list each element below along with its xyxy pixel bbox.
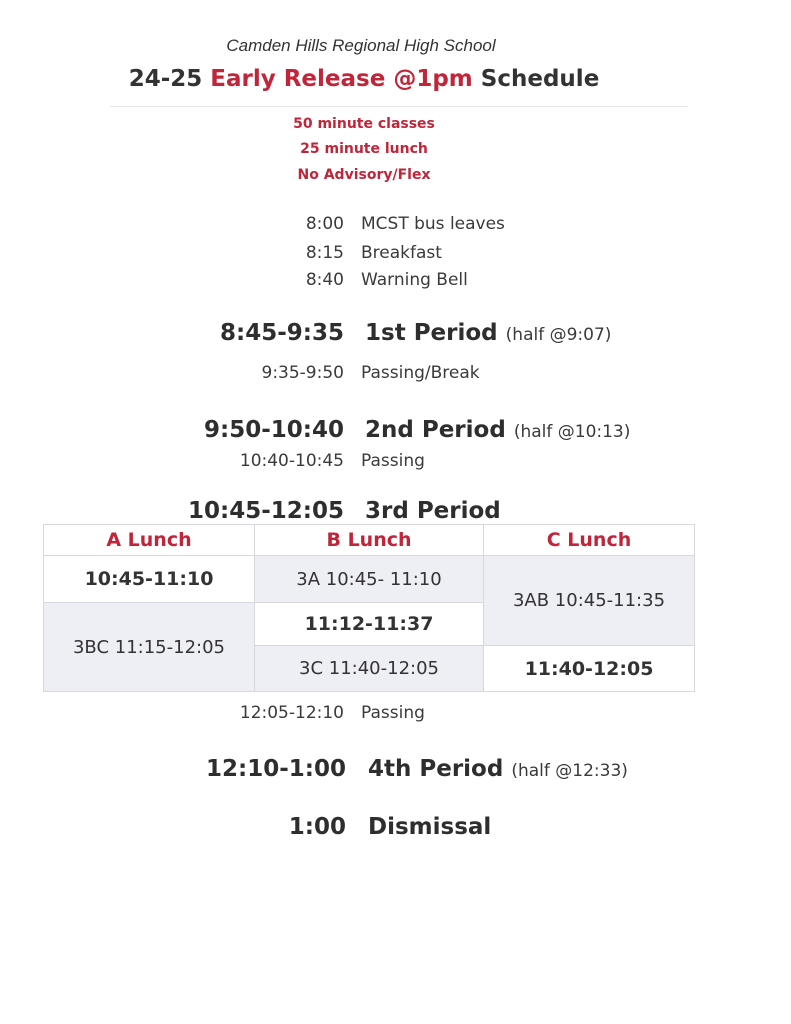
dismissal-label: Dismissal <box>368 814 492 840</box>
b-lunch-time: 11:12-11:37 <box>255 603 484 646</box>
c-class-time: 3AB 10:45-11:35 <box>484 556 695 646</box>
period-1 <box>365 320 611 346</box>
b-class-first: 3A 10:45- 11:10 <box>255 556 484 603</box>
school-name: Camden Hills Regional High School <box>226 36 496 55</box>
table-row <box>44 556 695 603</box>
c-lunch-header: C Lunch <box>484 525 695 556</box>
note-no-advisory: No Advisory/Flex <box>297 167 431 183</box>
period-2 <box>365 417 630 443</box>
period-2-time: 9:50-10:40 <box>204 417 344 443</box>
period-1-label: 1st Period <box>365 320 498 346</box>
period-1-time: 8:45-9:35 <box>220 320 344 346</box>
passing-3-time: 12:05-12:10 <box>239 703 344 723</box>
period-3-time: 10:45-12:05 <box>188 498 344 524</box>
a-lunch-header: A Lunch <box>44 525 255 556</box>
passing-2-label: Passing <box>361 451 425 471</box>
period-4-half: (half @12:33) <box>511 761 628 781</box>
passing-3-label: Passing <box>361 703 425 723</box>
period-1-half: (half @9:07) <box>505 325 612 345</box>
period-4 <box>368 756 628 782</box>
c-lunch-time: 11:40-12:05 <box>484 646 695 692</box>
period-3-label: 3rd Period <box>365 498 501 524</box>
period-4-time: 12:10-1:00 <box>206 756 346 782</box>
a-class-time: 3BC 11:15-12:05 <box>44 603 255 692</box>
note-class-length: 50 minute classes <box>293 116 435 132</box>
period-2-label: 2nd Period <box>365 417 506 443</box>
note-lunch-length: 25 minute lunch <box>300 141 428 157</box>
warning-time: 8:40 <box>305 270 344 290</box>
bus-label: MCST bus leaves <box>361 214 505 234</box>
period-4-label: 4th Period <box>368 756 504 782</box>
page-title <box>0 66 728 92</box>
title-highlight: Early Release @1pm <box>210 66 473 92</box>
breakfast-label: Breakfast <box>361 243 442 263</box>
title-year: 24-25 <box>128 66 203 92</box>
bus-time: 8:00 <box>305 214 344 234</box>
passing-break-time: 9:35-9:50 <box>261 363 344 383</box>
passing-break-label: Passing/Break <box>361 363 480 383</box>
lunch-header-row <box>44 525 695 556</box>
breakfast-time: 8:15 <box>305 243 344 263</box>
title-suffix: Schedule <box>480 66 600 92</box>
period-2-half: (half @10:13) <box>513 422 631 442</box>
divider <box>110 106 688 107</box>
lunch-table <box>43 524 695 692</box>
b-class-second: 3C 11:40-12:05 <box>255 646 484 692</box>
warning-label: Warning Bell <box>361 270 468 290</box>
passing-2-time: 10:40-10:45 <box>239 451 344 471</box>
b-lunch-header: B Lunch <box>255 525 484 556</box>
dismissal-time: 1:00 <box>288 814 346 840</box>
a-lunch-time: 10:45-11:10 <box>44 556 255 603</box>
